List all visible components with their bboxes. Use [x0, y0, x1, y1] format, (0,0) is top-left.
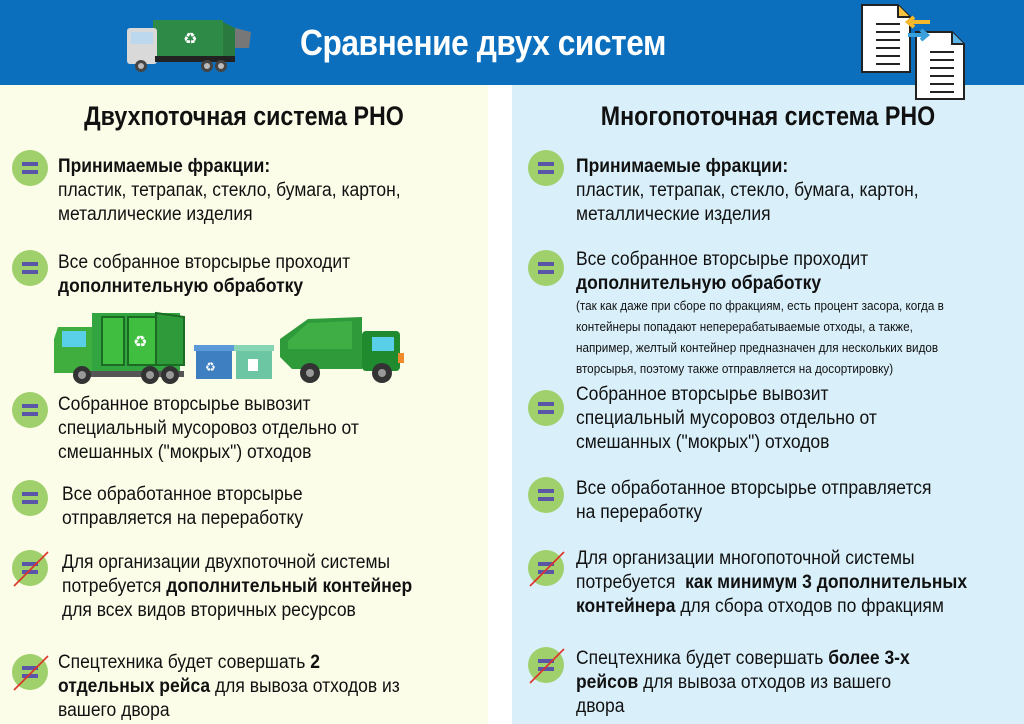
- list-item: Все обработанное вторсырье отправляется на переработку: [576, 478, 932, 523]
- two-stream-column: [0, 85, 488, 724]
- list-item: Спецтехника будет совершать более 3-х рейсов для вывоза отходов из вашего двора: [576, 648, 910, 717]
- page-title: Сравнение двух систем: [300, 22, 666, 63]
- not-equal-icon: [12, 550, 48, 586]
- header-banner: [0, 0, 1024, 85]
- svg-text:♻: ♻: [183, 29, 198, 48]
- multi-stream-column: [512, 85, 1024, 724]
- equal-icon: [528, 150, 564, 186]
- equal-icon: [528, 250, 564, 286]
- footnote: (так как даже при сборе по фракциям, есть процент засора, когда в контейнеры попадают неперерабатываемые отходы, а также, например, желтый контейнер предназначен для нескольких видов вторсырья, поэтому также отправляется на досортировку): [576, 298, 944, 376]
- list-item: Принимаемые фракции: пластик, тетрапак, стекло, бумага, картон, металлические изделия: [58, 156, 401, 225]
- list-item: Собранное вторсырье вывозит специальный мусоровоз отдельно от смешанных ("мокрых") отходов: [58, 394, 359, 463]
- not-equal-icon: [528, 647, 564, 683]
- equal-icon: [12, 150, 48, 186]
- not-equal-icon: [528, 550, 564, 586]
- list-item: Собранное вторсырье вывозит специальный мусоровоз отдельно от смешанных ("мокрых") отходов: [576, 384, 877, 453]
- compare-documents-icon: [858, 2, 968, 102]
- garbage-truck-icon: [125, 18, 255, 74]
- not-equal-icon: [12, 654, 48, 690]
- list-item: Принимаемые фракции: пластик, тетрапак, стекло, бумага, картон, металлические изделия: [576, 156, 919, 225]
- equal-icon: [12, 392, 48, 428]
- list-item: Все обработанное вторсырье отправляется на переработку: [62, 484, 304, 529]
- garbage-trucks-and-bins-illustration: [52, 309, 412, 385]
- list-item: Все собранное вторсырье проходит дополнительную обработку: [58, 252, 351, 297]
- svg-text:♻: ♻: [205, 360, 216, 374]
- equal-icon: [12, 250, 48, 286]
- list-item: Для организации двухпоточной системы потребуется дополнительный контейнер для всех видов вторичных ресурсов: [62, 552, 413, 621]
- column-title: Двухпоточная система РНО: [84, 101, 404, 131]
- list-item: Для организации многопоточной системы потребуется как минимум 3 дополнительных контейнера для сбора отходов по фракциям: [576, 548, 968, 617]
- column-title: Многопоточная система РНО: [600, 101, 936, 131]
- list-item: Все собранное вторсырье проходит дополнительную обработку: [576, 249, 869, 294]
- equal-icon: [528, 477, 564, 513]
- equal-icon: [528, 390, 564, 426]
- list-item: Спецтехника будет совершать 2 отдельных рейса для вывоза отходов из вашего двора: [58, 652, 400, 721]
- equal-icon: [12, 480, 48, 516]
- svg-text:♻: ♻: [133, 332, 148, 351]
